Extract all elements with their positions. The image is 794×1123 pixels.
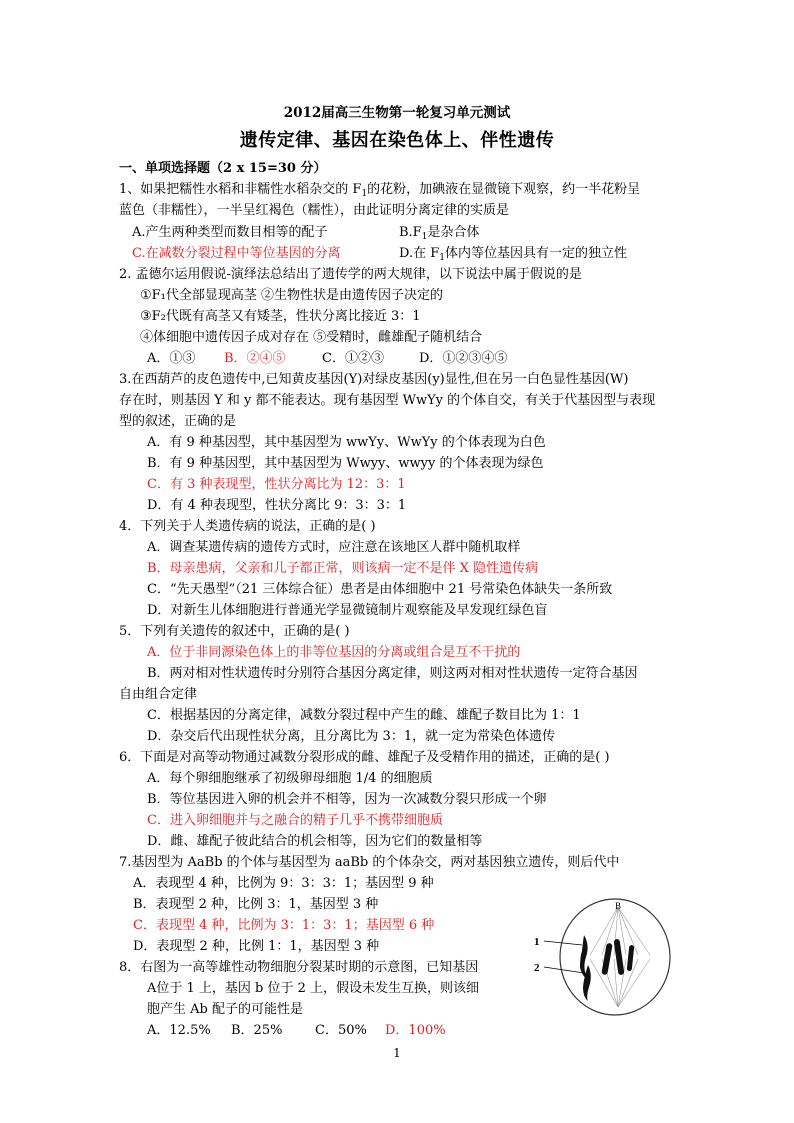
question-2-option-b: B．②④⑤ [224,351,286,366]
exam-title: 2012届高三生物第一轮复习单元测试 [283,105,511,121]
question-6-option-b: B．等位基因进入卵的机会并不相等，因为一次减数分裂只形成一个卵 [147,792,547,807]
figure-label-2: 2 [534,962,540,974]
page-number: 1 [393,1046,401,1060]
chromosome-3 [601,943,612,976]
question-8-stem-line-3: 胞产生 Ab 配子的可能性是 [147,1002,303,1017]
question-2-stem: 2. 孟德尔运用假说-演绎法总结出了遗传学的两大规律，以下说法中属于假说的是 [119,267,582,282]
question-1-option-b: $B.F_1$是杂合体 [399,225,480,242]
question-8-option-d: D．100% [385,1023,446,1038]
main-title: 遗传定律、基因在染色体上、伴性遗传 [239,130,555,151]
question-3-stem-line-3: 型的叙述，正确的是 [119,414,237,429]
question-3-stem-line-1: 3.在西葫芦的皮色遗传中,已知黄皮基因(Y)对绿皮基因(y)显性,但在另一白色显性基因(W) [119,372,629,387]
question-3-option-b: B．有 9 种基因型，其中基因型为 Wwyy、wwyy 的个体表现为绿色 [147,456,544,471]
label-line-2 [544,967,584,973]
question-7-stem: 7.基因型为 AaBb 的个体与基因型为 aaBb 的个体杂交，两对基因独立遗传，则后代中 [119,855,620,870]
question-4-option-d: D．对新生儿体细胞进行普通光学显微镜制片观察能及早发现红绿色盲 [147,603,548,618]
question-3-option-a: A．有 9 种基因型，其中基因型为 wwYy、WwYy 的个体表现为白色 [147,435,546,450]
question-3-option-d: D．有 4 种表现型，性状分离比 9：3：3：1 [147,498,407,513]
question-4-option-a: A．调查某遗传病的遗传方式时，应注意在该地区人群中随机取样 [147,540,521,555]
question-8-option-a: A．12.5% [147,1023,211,1038]
question-7-option-c: C．表现型 4 种，比例为 3：1：3：1；基因型 6 种 [133,918,435,933]
section-heading: 一、单项选择题（2 x 15=30 分） [119,161,327,176]
question-8-option-c: C．50% [315,1023,367,1038]
question-5-stem: 5．下列有关遗传的叙述中，正确的是( ) [119,624,350,639]
question-2-statement-1: ①F₁代全部显现高茎 ②生物性状是由遗传因子决定的 [140,288,444,303]
question-1-stem-line-1: 1、如果把糯性水稻和非糯性水稻杂交的 $F_1$的花粉，加碘液在显微镜下观察，约一半花粉呈 [119,182,641,199]
question-3-stem-line-2: 存在时，则基因 Y 和 y 都不能表达。现有基因型 WwYy 的个体自交，有关于代基因型与表现 [119,393,656,408]
question-1-option-c: C.在减数分裂过程中等位基因的分离 [132,246,341,261]
cell-division-figure [530,895,675,1025]
question-2-statement-2: ③F₂代既有高茎又有矮茎，性状分离比接近 3：1 [140,309,421,324]
question-5-option-b-line-1: B．两对相对性状遗传时分别符合基因分离定律，则这两对相对性状遗传一定符合基因 [147,666,638,681]
question-1-stem-line-2: 蓝色（非糯性），一半呈红褐色（糯性），由此证明分离定律的实质是 [119,203,510,218]
chromosomes [580,935,634,1001]
question-2-statement-3: ④体细胞中遗传因子成对存在 ⑤受精时，雌雄配子随机结合 [140,330,483,345]
question-7-option-a: A．表现型 4 种，比例为 9：3：3：1；基因型 9 种 [133,876,434,891]
question-1-option-a: A.产生两种类型而数目相等的配子 [132,225,328,240]
question-5-option-b-line-2: 自由组合定律 [119,687,198,702]
question-4-stem: 4．下列关于人类遗传病的说法，正确的是( ) [119,519,376,534]
question-2-option-a: A．①③ [147,351,196,366]
question-2-option-d: D．①②③④⑤ [419,351,508,366]
question-6-option-c: C．进入卵细胞并与之融合的精子几乎不携带细胞质 [147,813,443,828]
question-4-option-b: B．母亲患病，父亲和儿子都正常，则该病一定不是伴 X 隐性遗传病 [147,561,539,576]
chromosome-5 [627,945,635,971]
question-4-option-c: C．“先天愚型”（21 三体综合征）患者是由体细胞中 21 号常染色体缺失一条所致 [147,582,613,597]
question-3-option-c: C．有 3 种表现型，性状分离比为 12：3：1 [147,477,406,492]
question-5-option-a: A．位于非同源染色体上的非等位基因的分离或组合是互不干扰的 [147,645,521,660]
pole-label-b: B [615,901,622,911]
question-8-stem-line-2: A位于 1 上，基因 b 位于 2 上，假设未发生互换，则该细 [147,981,480,996]
question-6-option-a: A．每个卵细胞继承了初级卵母细胞 1/4 的细胞质 [147,771,433,786]
figure-label-1: 1 [534,936,540,948]
question-8-option-b: B．25% [231,1023,283,1038]
question-6-option-d: D．雌、雄配子彼此结合的机会相等，因为它们的数量相等 [147,834,483,849]
label-line-1 [544,941,582,945]
question-7-option-b: B．表现型 2 种，比例 3：1，基因型 3 种 [133,897,379,912]
question-5-option-d: D．杂交后代出现性状分离，且分离比为 3：1，就一定为常染色体遗传 [147,729,556,744]
question-1-option-d: D.在 $F_1$体内等位基因具有一定的独立性 [399,246,627,263]
question-5-option-c: C．根据基因的分离定律，减数分裂过程中产生的雌、雄配子数目比为 1：1 [147,708,581,723]
question-6-stem: 6．下面是对高等动物通过减数分裂形成的雌、雄配子及受精作用的描述，正确的是( ) [119,750,610,765]
question-7-option-d: D．表现型 2 种，比例 1：1，基因型 3 种 [133,939,380,954]
question-8-stem-line-1: 8．右图为一高等雄性动物细胞分裂某时期的示意图，已知基因 [119,960,479,975]
question-2-option-c: C．①②③ [322,351,384,366]
